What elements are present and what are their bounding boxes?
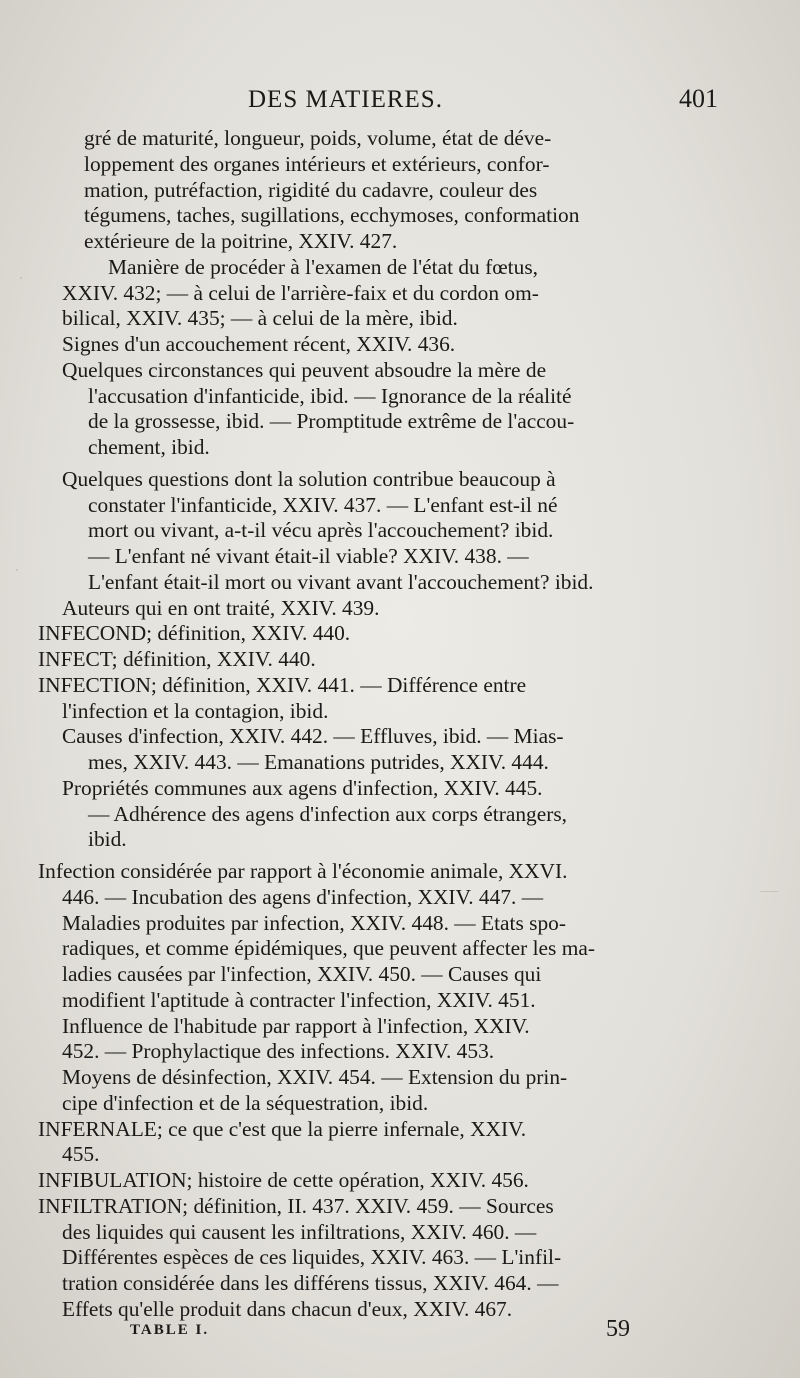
bleed-through-mark: · (14, 560, 20, 580)
index-entry-headword (38, 673, 710, 725)
entry-line: Moyens de désinfection, XXIV. 454. — Extension du prin- (62, 1065, 568, 1089)
entry-line: mort ou vivant, a-t-il vécu après l'accouchement? ibid. (88, 518, 554, 543)
entry-line: — Adhérence des agens d'infection aux corps étrangers, (88, 801, 568, 826)
entry-line: radiques, et comme épidémiques, que peuvent affecter les ma- (62, 936, 595, 961)
entry-line: extérieure de la poitrine, XXIV. 427. (84, 229, 398, 253)
index-entry (38, 724, 710, 776)
entry-line: 455. (62, 1142, 100, 1167)
entry-line: INFECTION; définition, XXIV. 441. — Différence entre (38, 672, 527, 697)
entry-line: ladies causées par l'infection, XXIV. 450. — Causes qui (62, 962, 542, 986)
index-entry-headword (38, 647, 710, 673)
page-number: 401 (679, 84, 718, 113)
entry-line: 452. — Prophylactique des infections. XXIV. 453. (62, 1039, 495, 1064)
index-entry (38, 332, 710, 358)
entry-line: bilical, XXIV. 435; — à celui de la mère, ibid. (62, 306, 458, 331)
entry-line: Infection considérée par rapport à l'économie animale, XXVI. (38, 859, 568, 883)
gathering-signature: TABLE I. (130, 1322, 210, 1338)
entry-line: mation, putréfaction, rigidité du cadavre, couleur des (84, 177, 538, 202)
entry-line: tration considérée dans les différens tissus, XXIV. 464. — (62, 1271, 559, 1295)
entry-line: mes, XXIV. 443. — Emanations putrides, XXIV. 444. (88, 750, 549, 774)
entry-line: Auteurs qui en ont traité, XXIV. 439. (62, 595, 380, 620)
entry-line: tégumens, taches, sugillations, ecchymoses, conformation (84, 203, 580, 228)
entry-line: des liquides qui causent les infiltrations, XXIV. 460. — (62, 1219, 537, 1244)
entry-line: L'enfant était-il mort ou vivant avant l'accouchement? ibid. (88, 569, 594, 594)
index-entry (38, 126, 710, 255)
entry-line: chement, ibid. (88, 435, 210, 459)
entry-line: INFERNALE; ce que c'est que la pierre infernale, XXIV. (38, 1116, 527, 1141)
index-entry-headword (38, 621, 710, 647)
entry-line: Quelques circonstances qui peuvent absoudre la mère de (62, 357, 547, 382)
entry-line: Différentes espèces de ces liquides, XXIV. 463. — L'infil- (62, 1245, 562, 1270)
page-header (248, 86, 718, 118)
entry-line: modifient l'aptitude à contracter l'infection, XXIV. 451. (62, 987, 536, 1012)
index-entry (38, 596, 710, 622)
entry-line: INFIBULATION; histoire de cette opération, XXIV. 456. (38, 1168, 529, 1192)
index-entry (38, 859, 710, 1117)
bleed-through-mark: — (760, 880, 778, 900)
bleed-through-mark: · (18, 268, 24, 288)
entry-line: Influence de l'habitude par rapport à l'infection, XXIV. (62, 1013, 530, 1038)
entry-line: — L'enfant né vivant était-il viable? XXIV. 438. — (88, 544, 529, 568)
entry-line: INFECT; définition, XXIV. 440. (38, 647, 316, 671)
entry-line: 446. — Incubation des agens d'infection, XXIV. 447. — (62, 884, 544, 909)
entry-line: Propriétés communes aux agens d'infection, XXIV. 445. (62, 775, 543, 800)
entry-line: ibid. (88, 827, 127, 852)
index-entry (38, 776, 710, 853)
entry-line: loppement des organes intérieurs et extérieurs, confor- (84, 151, 550, 176)
entry-line: constater l'infanticide, XXIV. 437. — L'enfant est-il né (88, 492, 558, 517)
entry-line: de la grossesse, ibid. — Promptitude extrême de l'accou- (88, 409, 575, 434)
entry-line: INFECOND; définition, XXIV. 440. (38, 621, 351, 646)
running-title: DES MATIERES. (248, 86, 443, 113)
entry-line: Quelques questions dont la solution contribue beaucoup à (62, 466, 556, 491)
index-body (38, 126, 710, 1323)
index-entry (38, 467, 710, 596)
entry-line: l'accusation d'infanticide, ibid. — Ignorance de la réalité (88, 383, 572, 408)
entry-line: l'infection et la contagion, ibid. (62, 698, 329, 723)
index-entry-headword (38, 1117, 710, 1169)
index-entry (38, 358, 710, 461)
page-footer (130, 1316, 630, 1346)
sheet-mark: 59 (606, 1316, 630, 1342)
entry-line: Signes d'un accouchement récent, XXIV. 436. (62, 332, 456, 356)
entry-line: Causes d'infection, XXIV. 442. — Effluves, ibid. — Mias- (62, 724, 564, 749)
index-entry (38, 255, 710, 332)
entry-line: INFILTRATION; définition, II. 437. XXIV. 459. — Sources (38, 1193, 554, 1218)
entry-line: Maladies produites par infection, XXIV. 448. — Etats spo- (62, 910, 566, 935)
index-entry-headword (38, 1168, 710, 1194)
entry-line: gré de maturité, longueur, poids, volume, état de déve- (84, 126, 552, 150)
entry-line: Effets qu'elle produit dans chacun d'eux, XXIV. 467. (62, 1296, 513, 1321)
entry-line: XXIV. 432; — à celui de l'arrière-faix et du cordon om- (62, 280, 539, 305)
index-entry-headword (38, 1194, 710, 1323)
entry-line: cipe d'infection et de la séquestration, ibid. (62, 1090, 429, 1115)
entry-line: Manière de procéder à l'examen de l'état du fœtus, (108, 254, 538, 279)
